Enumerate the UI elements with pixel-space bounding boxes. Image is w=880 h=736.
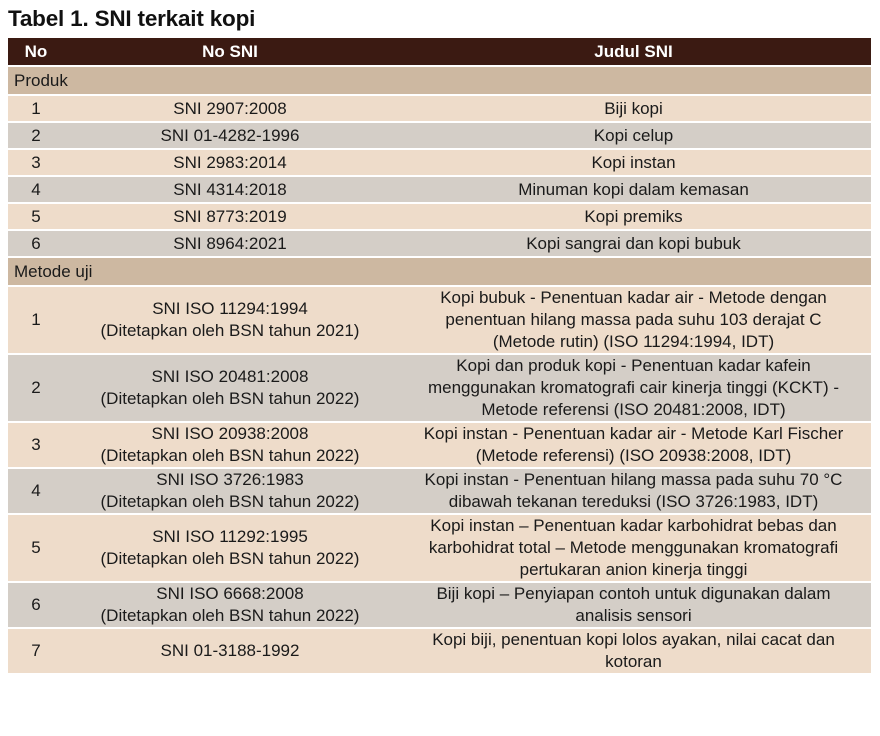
cell-judul-sni-line: Metode referensi (ISO 20481:2008, IDT) xyxy=(481,400,786,419)
cell-judul-sni-line: Minuman kopi dalam kemasan xyxy=(518,179,749,199)
section-row xyxy=(8,66,871,95)
cell-judul-sni-line: Kopi premiks xyxy=(584,206,683,226)
cell-no-sni xyxy=(64,468,396,514)
cell-judul-sni-line: Kopi instan – Penentuan kadar karbohidrat bebas dan xyxy=(430,516,837,535)
cell-no-sni-line: SNI ISO 20938:2008 xyxy=(151,424,309,443)
cell-judul-sni-line: pertukaran anion kinerja tinggi xyxy=(519,560,748,579)
table-header-row xyxy=(8,38,871,66)
cell-no-sni-line: SNI 01-4282-1996 xyxy=(160,125,300,145)
table-row xyxy=(8,468,871,514)
cell-judul-sni-line: Kopi bubuk - Penentuan kadar air - Metode dengan xyxy=(440,288,827,307)
table-row xyxy=(8,176,871,203)
cell-judul-sni xyxy=(396,176,871,203)
cell-no: 7 xyxy=(8,628,64,673)
cell-no-sni-line: SNI ISO 11292:1995 xyxy=(152,527,308,546)
cell-judul-sni-line: Kopi sangrai dan kopi bubuk xyxy=(526,233,741,253)
cell-no-sni xyxy=(64,286,396,354)
cell-no-sni-line: SNI 01-3188-1992 xyxy=(160,641,300,660)
section-row xyxy=(8,257,871,286)
cell-judul-sni-line: dibawah tekanan tereduksi (ISO 3726:1983, IDT) xyxy=(448,492,819,511)
cell-no: 6 xyxy=(8,230,64,257)
cell-judul-sni xyxy=(396,354,871,422)
cell-no-sni xyxy=(64,422,396,468)
table-row xyxy=(8,95,871,122)
header-no-sni: No SNI xyxy=(64,38,396,66)
cell-judul-sni-line: kotoran xyxy=(605,652,662,671)
cell-judul-sni-line: Kopi biji, penentuan kopi lolos ayakan, nilai cacat dan xyxy=(432,630,835,649)
cell-no: 4 xyxy=(8,468,64,514)
cell-no-sni-line: SNI 8964:2021 xyxy=(173,233,287,253)
cell-no-sni xyxy=(64,628,396,673)
cell-no-sni-line: (Ditetapkan oleh BSN tahun 2021) xyxy=(100,321,360,340)
cell-judul-sni-line: penentuan hilang massa pada suhu 103 derajat C xyxy=(445,310,822,329)
cell-no-sni-line: (Ditetapkan oleh BSN tahun 2022) xyxy=(100,549,360,568)
cell-judul-sni xyxy=(396,582,871,628)
table-row xyxy=(8,354,871,422)
cell-no-sni-line: SNI 8773:2019 xyxy=(173,206,287,226)
cell-no-sni xyxy=(64,230,396,257)
cell-judul-sni-line: karbohidrat total – Metode menggunakan kromatografi xyxy=(428,538,839,557)
table-row xyxy=(8,582,871,628)
cell-no-sni xyxy=(64,149,396,176)
cell-judul-sni xyxy=(396,422,871,468)
cell-judul-sni xyxy=(396,230,871,257)
cell-no-sni xyxy=(64,95,396,122)
cell-judul-sni-line: Biji kopi – Penyiapan contoh untuk digunakan dalam xyxy=(436,584,831,603)
cell-no-sni xyxy=(64,122,396,149)
cell-no: 5 xyxy=(8,203,64,230)
table-row xyxy=(8,203,871,230)
cell-no-sni xyxy=(64,514,396,582)
cell-no-sni-line: SNI 2907:2008 xyxy=(173,98,287,118)
sni-table xyxy=(8,38,871,673)
cell-no: 2 xyxy=(8,354,64,422)
cell-no: 1 xyxy=(8,286,64,354)
cell-no-sni-line: (Ditetapkan oleh BSN tahun 2022) xyxy=(100,389,360,408)
cell-no-sni-line: (Ditetapkan oleh BSN tahun 2022) xyxy=(100,492,360,511)
table-row xyxy=(8,286,871,354)
cell-no-sni-line: SNI ISO 6668:2008 xyxy=(156,584,304,603)
cell-no: 3 xyxy=(8,422,64,468)
cell-no: 6 xyxy=(8,582,64,628)
cell-judul-sni xyxy=(396,95,871,122)
cell-judul-sni-line: analisis sensori xyxy=(575,606,692,625)
cell-judul-sni xyxy=(396,149,871,176)
cell-judul-sni-line: Kopi instan xyxy=(591,152,676,172)
cell-judul-sni-line: Kopi celup xyxy=(593,125,674,145)
cell-judul-sni-line: (Metode referensi) (ISO 20938:2008, IDT) xyxy=(475,446,792,465)
cell-no: 2 xyxy=(8,122,64,149)
cell-no-sni-line: SNI 2983:2014 xyxy=(173,152,287,172)
cell-judul-sni xyxy=(396,286,871,354)
cell-judul-sni xyxy=(396,628,871,673)
header-judul-sni: Judul SNI xyxy=(396,38,871,66)
table-row xyxy=(8,230,871,257)
table-body xyxy=(8,66,871,673)
cell-no-sni-line: (Ditetapkan oleh BSN tahun 2022) xyxy=(100,606,360,625)
cell-no: 3 xyxy=(8,149,64,176)
cell-no-sni xyxy=(64,354,396,422)
table-row xyxy=(8,122,871,149)
cell-no-sni xyxy=(64,176,396,203)
cell-judul-sni xyxy=(396,122,871,149)
cell-judul-sni xyxy=(396,514,871,582)
cell-no-sni-line: SNI ISO 20481:2008 xyxy=(151,367,309,386)
cell-no-sni xyxy=(64,582,396,628)
section-label: Metode uji xyxy=(8,257,871,286)
cell-no-sni-line: SNI ISO 3726:1983 xyxy=(156,470,304,489)
cell-no-sni xyxy=(64,203,396,230)
table-row xyxy=(8,149,871,176)
cell-judul-sni-line: (Metode rutin) (ISO 11294:1994, IDT) xyxy=(492,332,775,351)
cell-judul-sni xyxy=(396,468,871,514)
cell-judul-sni-line: Kopi instan - Penentuan kadar air - Metode Karl Fischer xyxy=(423,424,844,443)
cell-judul-sni-line: menggunakan kromatografi cair kinerja tinggi (KCKT) - xyxy=(427,378,839,397)
table-row xyxy=(8,514,871,582)
cell-no: 5 xyxy=(8,514,64,582)
header-no: No xyxy=(8,38,64,66)
cell-judul-sni-line: Biji kopi xyxy=(604,98,663,118)
table-row xyxy=(8,628,871,673)
cell-judul-sni xyxy=(396,203,871,230)
table-title: Tabel 1. SNI terkait kopi xyxy=(8,6,256,31)
section-label: Produk xyxy=(8,66,871,95)
cell-judul-sni-line: Kopi instan - Penentuan hilang massa pada suhu 70 °C xyxy=(424,470,843,489)
cell-no: 4 xyxy=(8,176,64,203)
cell-judul-sni-line: Kopi dan produk kopi - Penentuan kadar kafein xyxy=(456,356,811,375)
table-row xyxy=(8,422,871,468)
cell-no-sni-line: SNI ISO 11294:1994 xyxy=(152,299,308,318)
cell-no-sni-line: SNI 4314:2018 xyxy=(173,179,287,199)
cell-no-sni-line: (Ditetapkan oleh BSN tahun 2022) xyxy=(100,446,360,465)
cell-no: 1 xyxy=(8,95,64,122)
